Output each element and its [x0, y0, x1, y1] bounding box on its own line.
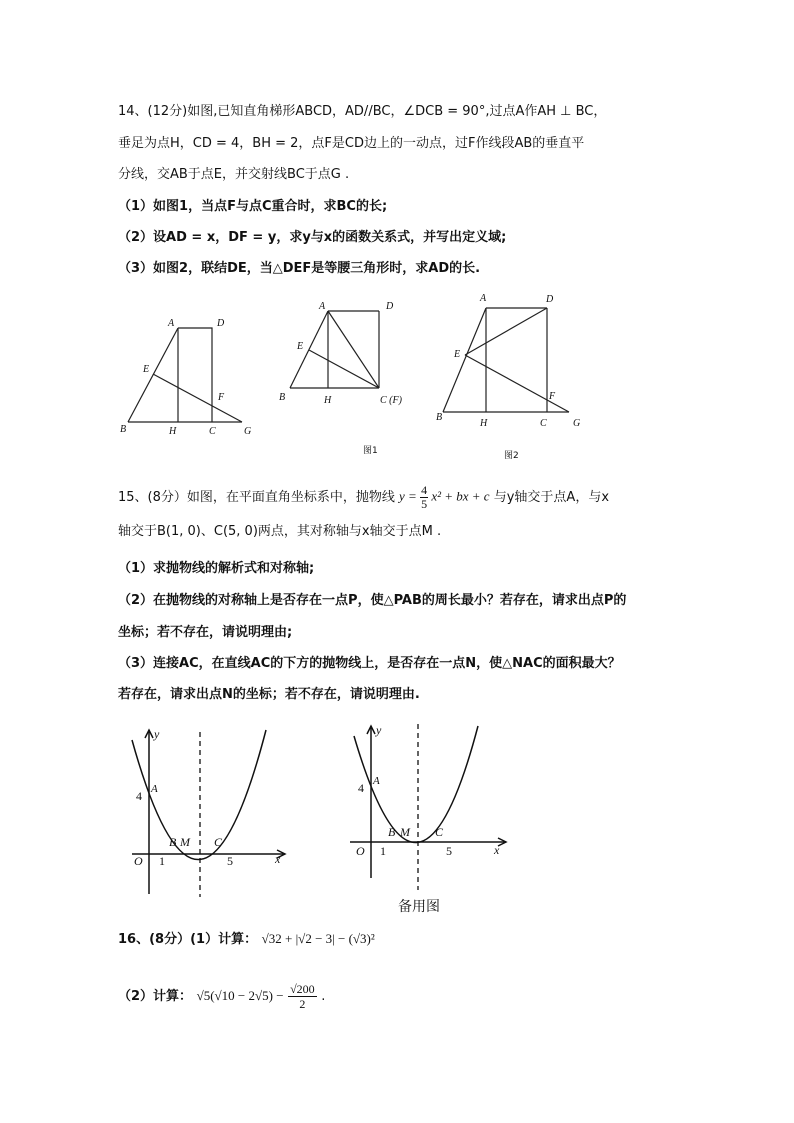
- graph2-label-A: A: [373, 775, 380, 787]
- fig2-label-E: E: [454, 349, 461, 360]
- q15-line1-text-b: 与y轴交于点A，与x: [493, 490, 610, 505]
- figA-label-C: C: [209, 426, 216, 437]
- graph2-label-5: 5: [446, 844, 452, 858]
- q15-eq-den: 5: [421, 497, 428, 511]
- q16-part2-den: 2: [299, 997, 306, 1011]
- q16-part1-expression: √32 + |√2 − 3| − (√3)²: [261, 931, 375, 946]
- fig1-label-H: H: [324, 395, 332, 406]
- fig2-label-F: F: [549, 391, 556, 402]
- graph1-label-O: O: [134, 854, 143, 868]
- q16-part2: （2）计算： √5(√10 − 2√5) − $\frac{√200}{2}$ .: [118, 982, 326, 1011]
- figA-label-H: H: [169, 426, 177, 437]
- fig1-label-E: E: [297, 341, 304, 352]
- graph1-label-x: x: [275, 852, 281, 866]
- graph1-label-B: B: [169, 835, 177, 849]
- q14-part2: （2）设AD = x，DF = y，求y与x的函数关系式，并写出定义域;: [118, 230, 507, 245]
- q15-line1: [118, 484, 609, 511]
- fig1-caption: 图1: [363, 446, 378, 456]
- figA-label-B: B: [120, 424, 127, 435]
- graph1-label-A: A: [151, 783, 158, 795]
- figA-label-D: D: [217, 318, 225, 329]
- graph1-label-M: M: [180, 835, 190, 849]
- q14-figure-general: [110, 310, 270, 440]
- figA-label-G: G: [244, 426, 252, 437]
- graph2-label-C: C: [435, 825, 444, 839]
- graph1-label-C: C: [214, 835, 223, 849]
- fig2-label-C: C: [540, 418, 547, 429]
- figA-label-E: E: [143, 364, 150, 375]
- q15-part2a: （2）在抛物线的对称轴上是否存在一点P，使△PAB的周长最小？若存在，请求出点P的: [118, 593, 627, 608]
- graph2-label-B: B: [388, 825, 396, 839]
- q15-eq-fraction: [420, 484, 428, 511]
- fig2-caption: 图2: [504, 451, 519, 461]
- q16-part1: [118, 930, 375, 949]
- graph2-label-M: M: [400, 825, 410, 839]
- graph2-label-O: O: [356, 844, 365, 858]
- q15-equation: [399, 484, 490, 511]
- graph1-label-y: y: [154, 727, 160, 741]
- q15-part1: （1）求抛物线的解析式和对称轴;: [118, 561, 315, 576]
- fig1-label-D: D: [386, 301, 394, 312]
- q14-line2: 垂足为点H，CD = 4，BH = 2，点F是CD边上的一动点，过F作线段AB的垂直平: [118, 136, 585, 151]
- q15-part3a: （3）连接AC，在直线AC的下方的抛物线上，是否存在一点N，使△NAC的面积最大？: [118, 656, 621, 671]
- fig2-label-D: D: [546, 294, 554, 305]
- q16-part1-label: 16、(8分）(1）计算：: [118, 932, 258, 947]
- q15-part2b: 坐标；若不存在，请说明理由;: [118, 625, 293, 640]
- fig1-label-A: A: [319, 301, 326, 312]
- q16-part2-expression: √5(√10 − 2√5) −: [196, 988, 284, 1003]
- graph2-label-1: 1: [380, 844, 386, 858]
- fig2-label-A: A: [480, 293, 487, 304]
- q14-part1: （1）如图1，当点F与点C重合时，求BC的长;: [118, 199, 388, 214]
- q15-eq-rest: x² + bx + c: [431, 488, 490, 504]
- q14-line1: 14、(12分)如图,已知直角梯形ABCD，AD//BC，∠DCB = 90°,过点A作AH ⊥ BC，: [118, 104, 607, 119]
- fig1-label-B: B: [279, 392, 286, 403]
- q16-part2-num: √200: [290, 982, 315, 996]
- graph2-caption: 备用图: [398, 899, 440, 915]
- graph1-label-5: 5: [227, 854, 233, 868]
- fig2-label-H: H: [480, 418, 488, 429]
- fig1-label-CF: C (F): [380, 395, 402, 406]
- graph2-label-4: 4: [358, 781, 364, 795]
- figA-label-A: A: [168, 318, 175, 329]
- q15-line1-text-a: 15、(8分）如图，在平面直角坐标系中，抛物线: [118, 490, 395, 505]
- q14-line3: 分线，交AB于点E，并交射线BC于点G .: [118, 167, 350, 182]
- q15-part3b: 若存在，请求出点N的坐标；若不存在，请说明理由.: [118, 687, 420, 702]
- figA-label-F: F: [218, 392, 225, 403]
- q14-part3: （3）如图2，联结DE，当△DEF是等腰三角形时，求AD的长.: [118, 261, 481, 276]
- fig2-label-G: G: [573, 418, 581, 429]
- q14-figure-2: [434, 288, 594, 463]
- graph2-label-x: x: [494, 843, 500, 857]
- q16-part2-fraction: [288, 982, 317, 1011]
- q15-eq-num: 4: [421, 483, 428, 497]
- q15-eq-y: y =: [399, 488, 417, 504]
- q15-graph-1: [120, 722, 300, 902]
- graph1-label-4: 4: [136, 789, 142, 803]
- q14-figure-1: [276, 296, 426, 456]
- graph2-label-y: y: [376, 723, 382, 737]
- q15-line2: 轴交于B(1, 0)、C(5, 0)两点，其对称轴与x轴交于点M .: [118, 524, 442, 539]
- q15-graph-backup: [342, 718, 517, 918]
- q16-part2-label: （2）计算：: [118, 989, 193, 1004]
- fig2-label-B: B: [436, 412, 443, 423]
- graph1-label-1: 1: [159, 854, 165, 868]
